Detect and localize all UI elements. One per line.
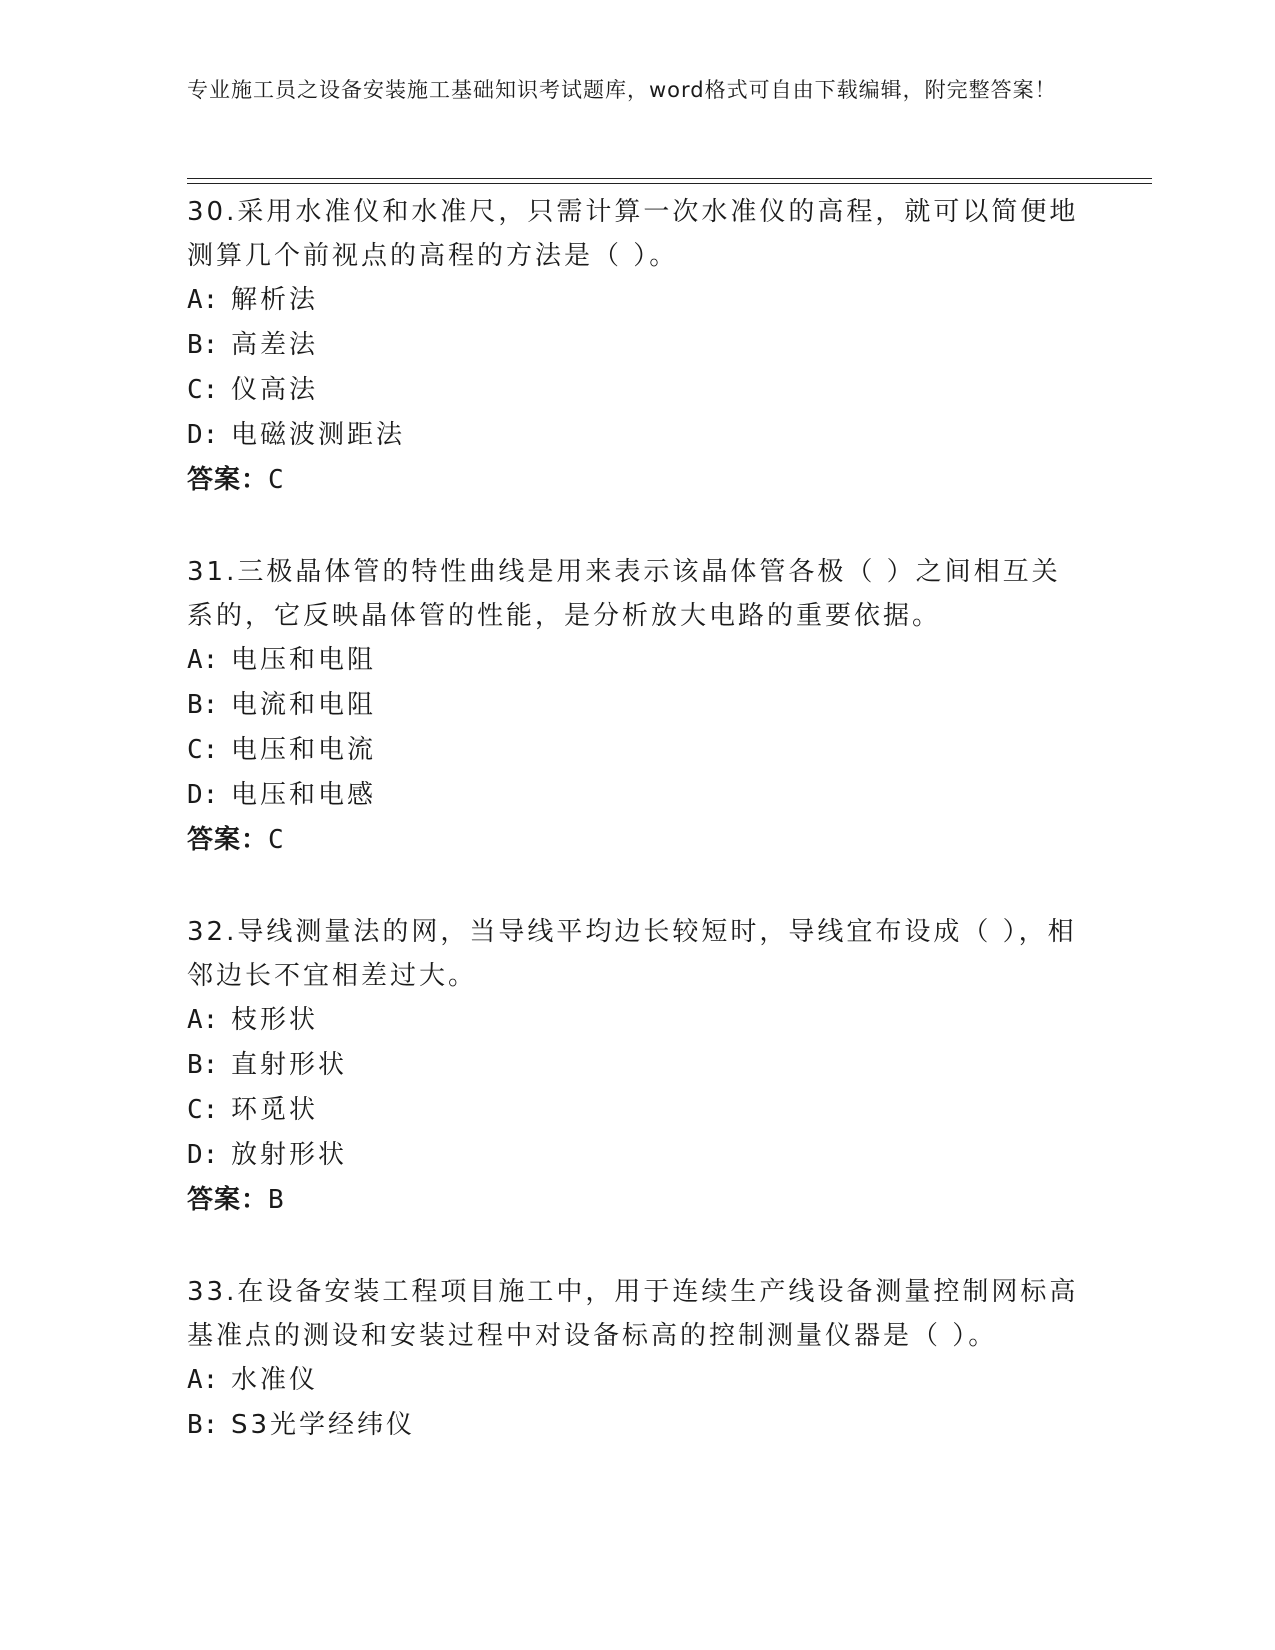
question-spacer bbox=[187, 503, 1087, 550]
answer-label: 答案： bbox=[187, 825, 269, 855]
answer-label: 答案： bbox=[187, 465, 269, 495]
question-stem: 32.导线测量法的网，当导线平均边长较短时，导线宜布设成（ ），相邻边长不宜相差过大。 bbox=[187, 917, 1077, 991]
option-b bbox=[187, 1403, 1087, 1448]
option-b bbox=[187, 683, 1087, 728]
option-text: 仪高法 bbox=[231, 375, 319, 405]
option-letter: C: bbox=[187, 735, 219, 765]
header-rule-top bbox=[187, 178, 1152, 179]
answer-value: C bbox=[268, 465, 285, 495]
option-a bbox=[187, 1358, 1087, 1403]
option-letter: C: bbox=[187, 375, 219, 405]
option-letter: D: bbox=[187, 780, 219, 810]
question-stem: 31.三极晶体管的特性曲线是用来表示该晶体管各极（ ）之间相互关系的，它反映晶体管的性能，是分析放大电路的重要依据。 bbox=[187, 557, 1061, 631]
option-letter: B: bbox=[187, 690, 219, 720]
option-letter: B: bbox=[187, 1410, 219, 1440]
question-spacer bbox=[187, 863, 1087, 910]
option-a bbox=[187, 278, 1087, 323]
question-stem: 33.在设备安装工程项目施工中，用于连续生产线设备测量控制网标高基准点的测设和安装过程中对设备标高的控制测量仪器是（ ）。 bbox=[187, 1277, 1079, 1351]
option-text: 电磁波测距法 bbox=[231, 420, 406, 450]
answer-line bbox=[187, 458, 1087, 503]
option-letter: D: bbox=[187, 1140, 219, 1170]
option-a bbox=[187, 998, 1087, 1043]
option-c bbox=[187, 728, 1087, 773]
answer-line bbox=[187, 818, 1087, 863]
option-c bbox=[187, 368, 1087, 413]
option-text: 电流和电阻 bbox=[231, 690, 377, 720]
answer-value: B bbox=[268, 1185, 285, 1215]
option-d bbox=[187, 413, 1087, 458]
question-32 bbox=[187, 910, 1087, 1223]
option-text: 放射形状 bbox=[231, 1140, 348, 1170]
question-stem: 30.采用水准仪和水准尺，只需计算一次水准仪的高程，就可以简便地测算几个前视点的高程的方法是（ ）。 bbox=[187, 197, 1079, 271]
option-text: 解析法 bbox=[231, 285, 319, 315]
option-a bbox=[187, 638, 1087, 683]
answer-line bbox=[187, 1178, 1087, 1223]
option-letter: A: bbox=[187, 645, 219, 675]
option-text: 电压和电流 bbox=[231, 735, 377, 765]
option-text: 高差法 bbox=[231, 330, 319, 360]
option-letter: A: bbox=[187, 1005, 219, 1035]
option-d bbox=[187, 773, 1087, 818]
question-list bbox=[187, 190, 1087, 1448]
question-33 bbox=[187, 1270, 1087, 1448]
option-b bbox=[187, 323, 1087, 368]
document-header: 专业施工员之设备安装施工基础知识考试题库，word格式可自由下载编辑，附完整答案！ bbox=[187, 78, 1057, 102]
option-text: 电压和电感 bbox=[231, 780, 377, 810]
option-letter: A: bbox=[187, 285, 219, 315]
option-b bbox=[187, 1043, 1087, 1088]
option-letter: A: bbox=[187, 1365, 219, 1395]
answer-value: C bbox=[268, 825, 285, 855]
option-letter: D: bbox=[187, 420, 219, 450]
option-text: 水准仪 bbox=[231, 1365, 319, 1395]
option-text: 电压和电阻 bbox=[231, 645, 377, 675]
header-rule-bottom bbox=[187, 183, 1152, 184]
option-text: S3光学经纬仪 bbox=[231, 1410, 416, 1440]
option-letter: B: bbox=[187, 330, 219, 360]
option-d bbox=[187, 1133, 1087, 1178]
option-text: 枝形状 bbox=[231, 1005, 319, 1035]
question-31 bbox=[187, 550, 1087, 863]
option-c bbox=[187, 1088, 1087, 1133]
question-30 bbox=[187, 190, 1087, 503]
option-text: 环觅状 bbox=[231, 1095, 319, 1125]
answer-label: 答案： bbox=[187, 1185, 269, 1215]
option-letter: B: bbox=[187, 1050, 219, 1080]
question-spacer bbox=[187, 1223, 1087, 1270]
option-letter: C: bbox=[187, 1095, 219, 1125]
option-text: 直射形状 bbox=[231, 1050, 348, 1080]
